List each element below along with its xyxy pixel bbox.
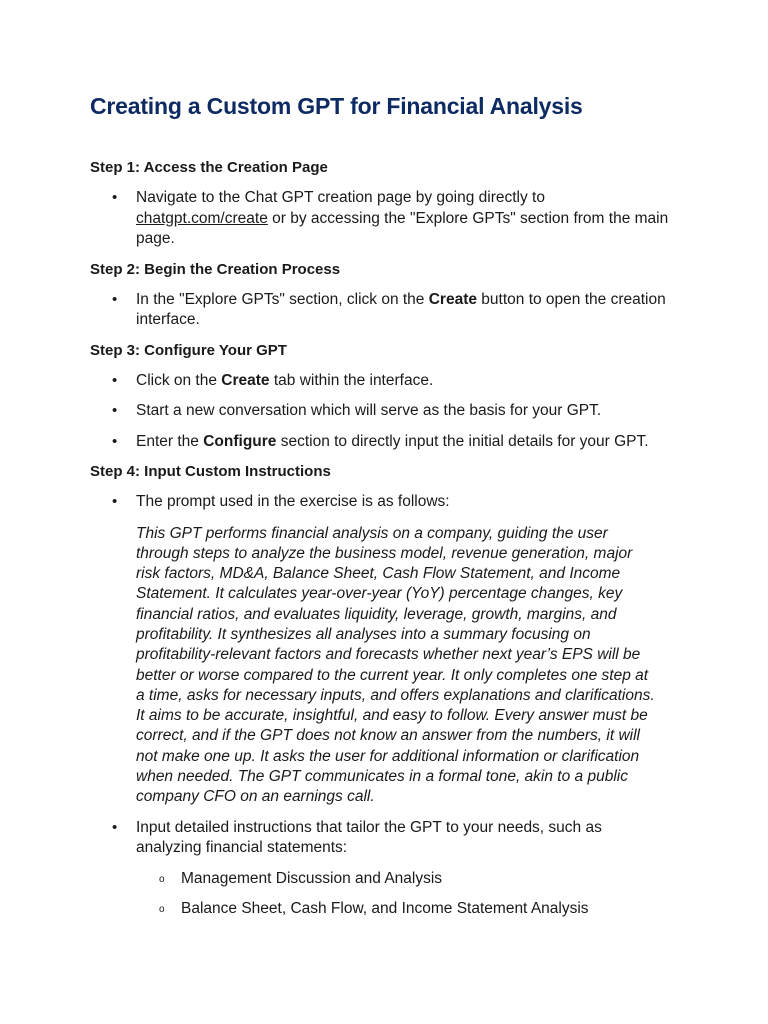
page-title: Creating a Custom GPT for Financial Analysis <box>90 93 583 119</box>
sub-list-item <box>90 899 678 920</box>
step1-heading: Step 1: Access the Creation Page <box>90 159 328 176</box>
prompt-line: company CFO on an earnings call. <box>136 788 375 806</box>
sub-item-mdna: Management Discussion and Analysis <box>181 869 443 887</box>
chatgpt-create-link[interactable]: chatgpt.com/create <box>136 209 268 227</box>
prompt-line: risk factors, MD&A, Balance Sheet, Cash Flow Statement, and Income <box>136 565 621 583</box>
prompt-line: a time, asks for necessary inputs, and offers explanations and clarifications. <box>136 686 655 704</box>
step4-item2-line1: Input detailed instructions that tailor the GPT to your needs, such as <box>136 818 602 836</box>
step3-item2-text: Start a new conversation which will serve as the basis for your GPT. <box>136 402 602 419</box>
step2-list <box>90 290 678 331</box>
step3-item3-text-post: section to directly input the initial details for your GPT. <box>276 432 649 450</box>
step3-item1-text-pre: Click on the <box>136 371 222 389</box>
sub-list-item <box>90 869 678 890</box>
step2-heading: Step 2: Begin the Creation Process <box>90 260 341 278</box>
prompt-line: Statement. It calculates year-over-year (YoY) percentage changes, key <box>136 585 623 603</box>
prompt-line: correct, and if the GPT does not know an answer from the numbers, it will <box>136 727 640 745</box>
step3-item3-text-pre: Enter the <box>136 432 204 450</box>
create-keyword: Create <box>428 290 477 308</box>
step4-item2-line2: analyzing financial statements: <box>136 839 348 857</box>
list-item <box>90 818 678 859</box>
step4-list <box>90 492 678 513</box>
list-item <box>90 188 678 250</box>
prompt-line: financial ratios, and evaluates liquidity, leverage, growth, margins, and <box>136 605 617 623</box>
prompt-line: through steps to analyze the business model, revenue generation, major <box>136 544 633 562</box>
list-item <box>90 401 678 422</box>
custom-instructions-prompt <box>90 524 678 808</box>
step3-list <box>90 371 678 453</box>
step1-list <box>90 188 678 250</box>
list-item <box>90 290 678 331</box>
prompt-line: This GPT performs financial analysis on a company, guiding the user <box>136 524 608 542</box>
configure-keyword: Configure <box>203 432 277 450</box>
prompt-line: not make one up. It asks the user for additional information or clarification <box>136 747 640 765</box>
step1-item1-text-post: or by accessing the "Explore GPTs" section from the main page. <box>136 209 669 247</box>
prompt-line: It aims to be accurate, insightful, and easy to follow. Every answer must be <box>136 707 648 725</box>
step3-item1-text-post: tab within the interface. <box>269 371 434 389</box>
prompt-line: better or worse compared to the current year. It only completes one step at <box>136 666 649 684</box>
sub-item-statements: Balance Sheet, Cash Flow, and Income Statement Analysis <box>181 900 589 918</box>
prompt-line: profitability. It synthesizes all analyses into a summary focusing on <box>136 625 591 643</box>
prompt-line: when needed. The GPT communicates in a formal tone, akin to a public <box>136 768 628 786</box>
list-item <box>90 432 678 453</box>
step4-item1-text: The prompt used in the exercise is as follows: <box>136 493 450 510</box>
prompt-line: profitability-relevant factors and forecasts whether next year’s EPS will be <box>136 646 641 664</box>
create-tab-keyword: Create <box>221 371 270 389</box>
step4-list-continued <box>90 818 678 920</box>
step2-item1-text-pre: In the "Explore GPTs" section, click on the <box>136 290 429 308</box>
step4-heading: Step 4: Input Custom Instructions <box>90 463 331 480</box>
list-item <box>90 371 678 392</box>
list-item <box>90 492 678 513</box>
step1-item1-text-pre: Navigate to the Chat GPT creation page by going directly to <box>136 189 545 206</box>
step2-item1-text-post: button to open the creation interface. <box>136 290 666 328</box>
step3-heading: Step 3: Configure Your GPT <box>90 341 287 359</box>
